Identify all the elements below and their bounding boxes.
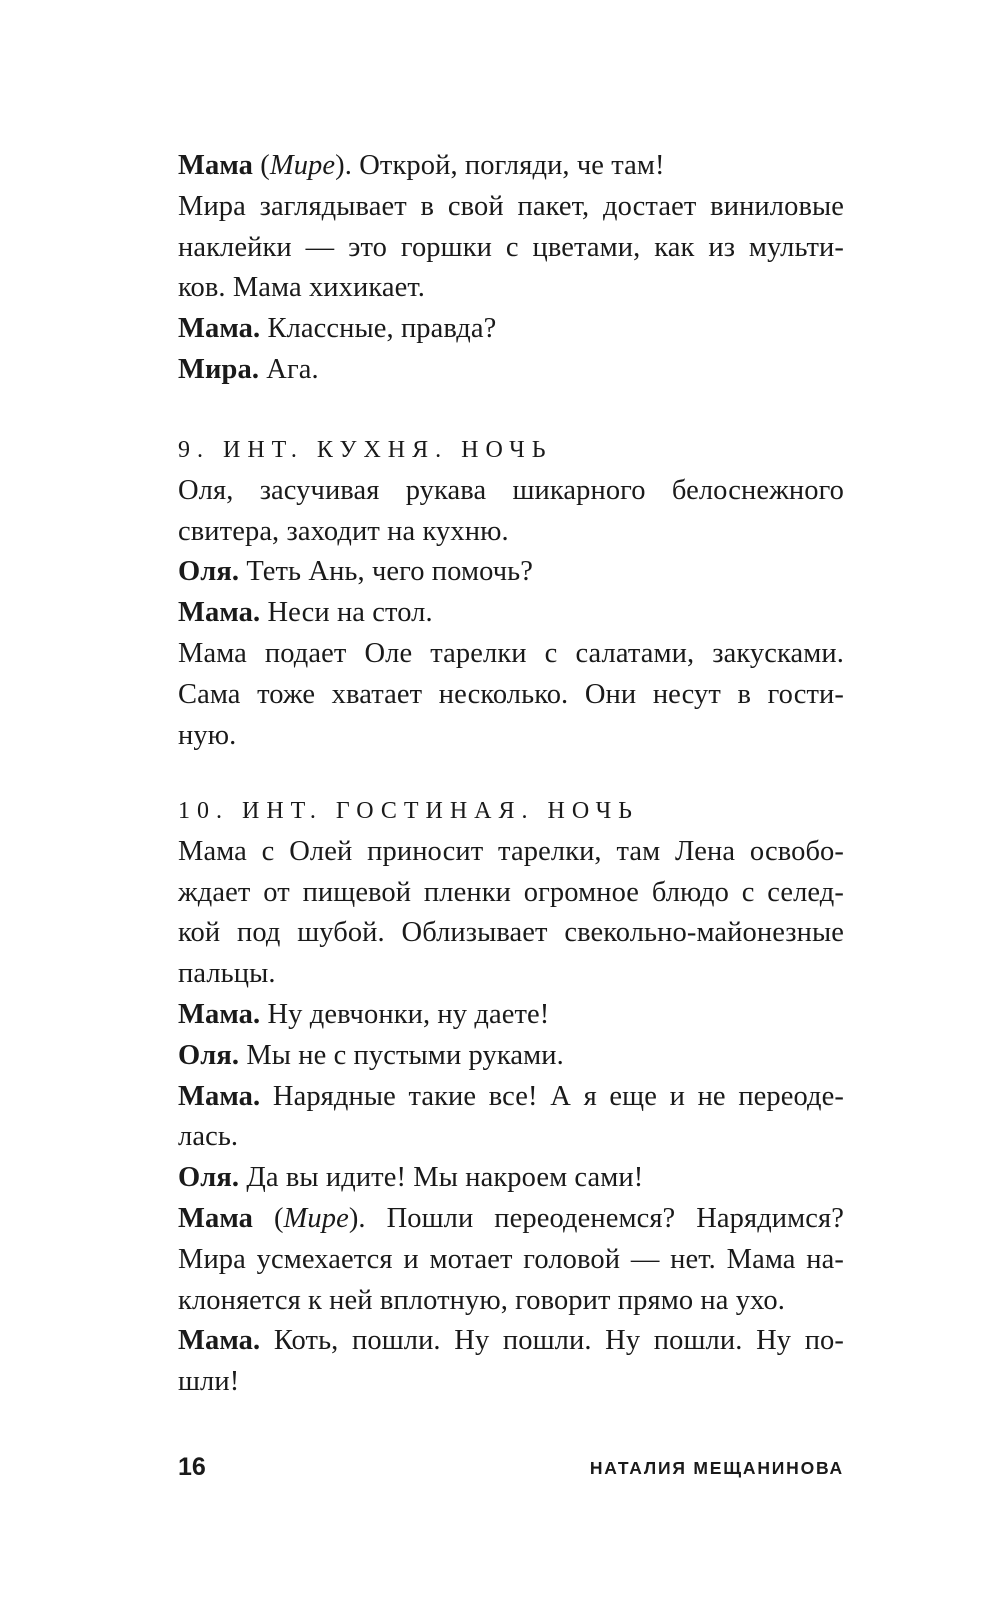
- action-line: [178, 954, 844, 995]
- action-line: [178, 471, 844, 512]
- line-text: кой под шубой. Облизывает свекольно-майонезные: [178, 917, 844, 949]
- speaker-name: Мама.: [178, 1080, 261, 1112]
- speaker-name: Оля.: [178, 1039, 240, 1071]
- speaker-name: Мама.: [178, 998, 261, 1030]
- action-line: [178, 1117, 844, 1158]
- remark-close: ).: [348, 1202, 387, 1234]
- speaker-name: Мама: [178, 150, 254, 181]
- action-line: [178, 675, 844, 716]
- speaker-name: Мама: [178, 1202, 254, 1234]
- speaker-name: Оля.: [178, 556, 240, 588]
- line-text: Теть Ань, чего помочь?: [239, 556, 533, 588]
- action-line: [178, 268, 844, 309]
- line-text: Нарядные такие все! А я еще и не переоде-: [260, 1080, 844, 1112]
- dialogue-line: [178, 146, 844, 187]
- line-text: ждает от пищевой пленки огромное блюдо с селед-: [178, 876, 844, 908]
- speaker-name: Мира.: [178, 353, 260, 385]
- dialogue-line: [178, 593, 844, 634]
- running-title: НАТАЛИЯ МЕЩАНИНОВА: [589, 1458, 844, 1478]
- action-line: [178, 1281, 844, 1322]
- line-text: Ага.: [259, 353, 319, 385]
- action-line: [178, 228, 844, 269]
- scene-9: [178, 430, 844, 756]
- action-line: [178, 634, 844, 675]
- page-footer: [178, 1452, 844, 1492]
- line-text: Оля, засучивая рукава шикарного белоснежного: [178, 474, 844, 506]
- action-line: [178, 1240, 844, 1281]
- speaker-name: Мама.: [178, 597, 261, 629]
- line-text: Коть, пошли. Ну пошли. Ну пошли. Ну по-: [260, 1325, 844, 1357]
- line-text: наклейки — это горшки с цветами, как из мульти-: [178, 231, 844, 263]
- line-text: Открой, погляди, че там!: [359, 150, 665, 181]
- line-text: Пошли переоденемся? Нарядимся?: [386, 1202, 844, 1234]
- remark-open: (: [253, 1202, 284, 1234]
- remark-open: (: [253, 150, 270, 181]
- page-number: 16: [178, 1453, 206, 1481]
- line-text: клоняется к ней вплотную, говорит прямо на ухо.: [178, 1284, 785, 1316]
- line-text: Мама подает Оле тарелки с салатами, закусками.: [178, 637, 844, 669]
- action-line: [178, 187, 844, 228]
- line-text: пальцы.: [178, 958, 276, 990]
- dialogue-line: [178, 1036, 844, 1077]
- stage-remark: Мире: [269, 150, 336, 181]
- dialogue-line: [178, 1321, 844, 1362]
- line-text: лась.: [178, 1121, 239, 1153]
- dialogue-line: [178, 1199, 844, 1240]
- dialogue-line: [178, 1077, 844, 1118]
- scene-heading: 10. ИНТ. ГОСТИНАЯ. НОЧЬ: [178, 798, 639, 824]
- dialogue-line: [178, 309, 844, 350]
- line-text: Классные, правда?: [260, 313, 497, 345]
- dialogue-line: [178, 1158, 844, 1199]
- dialogue-line: [178, 350, 844, 391]
- line-text: Мы не с пустыми руками.: [239, 1039, 564, 1071]
- remark-close: ).: [335, 150, 360, 181]
- line-text: Мира заглядывает в свой пакет, достает виниловые: [178, 190, 844, 222]
- stage-remark: Мире: [283, 1202, 349, 1234]
- action-line: [178, 873, 844, 914]
- action-line: [178, 832, 844, 873]
- line-text: Мама с Олей приносит тарелки, там Лена освобо-: [178, 835, 844, 867]
- dialogue-line: [178, 552, 844, 593]
- line-text: ную.: [178, 719, 237, 751]
- line-text: Неси на стол.: [260, 597, 433, 629]
- action-line: [178, 716, 844, 757]
- scene-8-continuation: [178, 146, 844, 391]
- line-text: ков. Мама хихикает.: [178, 272, 426, 304]
- action-line: [178, 512, 844, 553]
- scene-10: [178, 791, 844, 1403]
- scene-heading: 9. ИНТ. КУХНЯ. НОЧЬ: [178, 437, 553, 463]
- speaker-name: Мама.: [178, 1325, 261, 1357]
- line-text: Ну девчонки, ну даете!: [260, 998, 550, 1030]
- line-text: Сама тоже хватает несколько. Они несут в гости-: [178, 678, 844, 710]
- speaker-name: Оля.: [178, 1162, 240, 1194]
- action-line: [178, 913, 844, 954]
- line-text: свитера, заходит на кухню.: [178, 515, 509, 547]
- line-text: Да вы идите! Мы накроем сами!: [239, 1162, 644, 1194]
- dialogue-line: [178, 995, 844, 1036]
- action-line: [178, 1362, 844, 1403]
- speaker-name: Мама.: [178, 313, 261, 345]
- line-text: шли!: [178, 1366, 240, 1398]
- line-text: Мира усмехается и мотает головой — нет. Мама на-: [178, 1243, 844, 1275]
